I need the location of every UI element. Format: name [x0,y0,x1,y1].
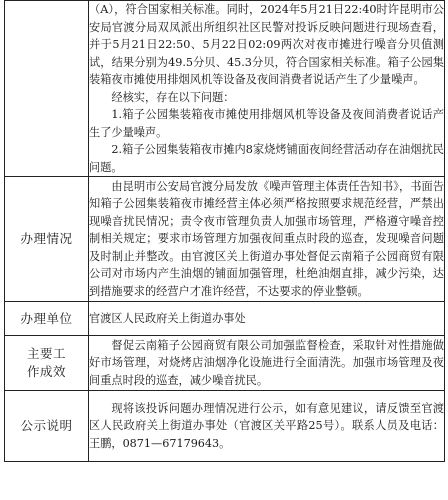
row-verification [5,1,445,177]
row-public-notice-content [89,391,445,462]
verification-problem-1: 1.箱子公园集装箱夜市摊使用排烟风机等设备及夜间消费者说话产生了少量噪声。 [89,108,444,139]
public-notice-paragraph: 现将该投诉问题办理情况进行公示，如有意见建议，请反馈至官渡区人民政府关上街道办事处（官渡区关平路25号）。联系人员及电话：王鹏，0871—67179643。 [89,401,444,450]
row-verification-label [5,1,89,177]
row-handling-unit [5,302,445,336]
row-public-notice-label: 公示说明 [5,391,89,462]
row-handling-status-label: 办理情况 [5,177,89,302]
row-main-results [5,336,445,391]
verification-paragraph-1: （A），符合国家相关标准。同时，2024年5月21日22:40时许昆明市公安局官渡分局双凤派出所组织社区民警对投诉反映问题进行现场查看，并于5月21日22:50、5月22日02:09两次对夜市摊进行噪音分贝值测试，结果分别为49.5分贝、45.3分贝，符合国家相关标准。箱子公园集装箱夜市摊使用排烟风机等设备及夜间消费者说话产生了少量噪声。 [89,3,444,86]
row-verification-content [89,1,445,177]
complaint-handling-table [4,0,445,462]
verification-problem-2: 2.箱子公园集装箱夜市摊内8家烧烤铺面夜间经营活动存在油烟扰民问题。 [89,143,444,174]
row-handling-unit-value: 官渡区人民政府关上街道办事处 [89,302,445,336]
row-handling-unit-label: 办理单位 [5,302,89,336]
row-main-results-content [89,336,445,391]
row-handling-status [5,177,445,302]
row-public-notice [5,391,445,462]
verification-paragraph-2: 经核实，存在以下问题： [111,90,235,104]
main-results-paragraph: 督促云南箱子公园商贸有限公司加强监督检查，采取针对性措施做好市场管理，对烧烤店油烟净化设施进行全面清洗。加强市场管理及夜间重点时段的巡查，减少噪音扰民。 [89,338,444,387]
row-handling-status-content [89,177,445,302]
handling-status-paragraph: 由昆明市公安局官渡分局发放《噪声管理主体责任告知书》，书面告知箱子公园集装箱夜市摊经营主体必须严格按照要求规范经营，严禁出现噪音扰民情况；责令夜市管理负责人加强市场管理，严格遵守噪音控制相关规定；要求市场管理方加强夜间重点时段的巡查，发现噪音问题及时制止并整改。由官渡区关上街道办事处督促云南箱子公园商贸有限公司对市场内产生油烟的铺面加强管理，杜绝油烟直排，减少污染，达到措施要求的经营户才准许经营，不达要求的停业整顿。 [89,179,444,298]
row-main-results-label: 主要工作成效 [5,336,89,391]
